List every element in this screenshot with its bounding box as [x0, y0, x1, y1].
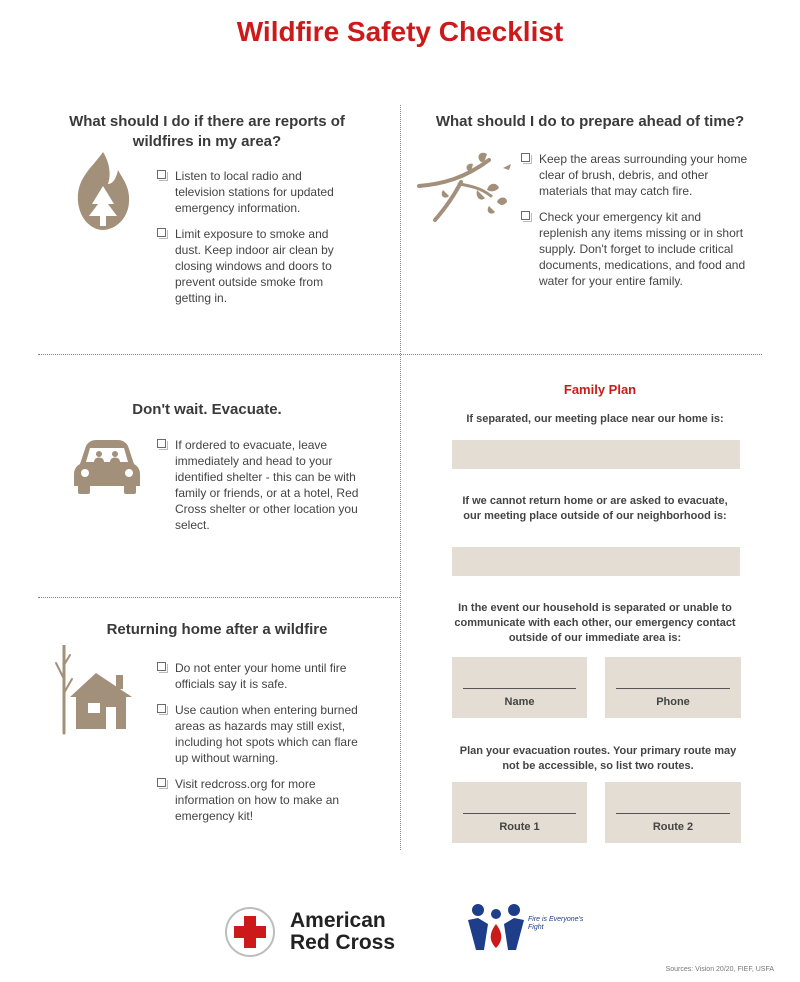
fire-fight-logo-text: Fire is Everyone's Fight: [528, 916, 584, 931]
reports-heading: What should I do if there are reports of wildfires in my area?: [69, 113, 345, 150]
red-cross-logo-line-1: American: [290, 909, 386, 932]
checkbox-icon[interactable]: [157, 228, 166, 237]
checklist-item: [521, 151, 749, 199]
checklist-item: [521, 209, 749, 289]
red-cross-logo-icon: [224, 906, 276, 958]
evacuate-checklist: [157, 437, 362, 543]
checklist-item-text: Check your emergency kit and replenish any items missing or in short supply. Don't forget to include critical documents, medications, and food and water for your entire family.: [539, 210, 746, 288]
red-cross-logo-line-2: Red Cross: [290, 931, 396, 954]
car-icon: [74, 440, 140, 496]
checklist-item: [157, 168, 342, 216]
routes-label: Plan your evacuation routes. Your primary route may not be accessible, so list two routes.: [459, 745, 737, 772]
checklist-item: [157, 437, 362, 533]
meeting-outside-label: If we cannot return home or are asked to evacuate, our meeting place outside of our neighborhood is:: [462, 495, 728, 522]
reports-checklist: [157, 168, 342, 316]
page-title: Wildfire Safety Checklist: [236, 16, 564, 47]
branch-icon: [415, 150, 515, 225]
contact-name-caption: Name: [504, 696, 535, 708]
route-2-caption: Route 2: [652, 821, 694, 833]
meeting-near-label: If separated, our meeting place near our home is:: [466, 413, 724, 425]
checklist-item-text: Limit exposure to smoke and dust. Keep indoor air clean by closing windows and doors to prevent outside smoke from getting in.: [175, 227, 334, 305]
flame-tree-icon: [72, 150, 134, 232]
checkbox-icon[interactable]: [157, 704, 166, 713]
checklist-item-text: Keep the areas surrounding your home clear of brush, debris, and other materials that may catch fire.: [539, 152, 748, 198]
fire-fight-logo-icon: [466, 902, 526, 954]
checkbox-icon[interactable]: [157, 778, 166, 787]
route-1-line: [463, 813, 576, 814]
checklist-item-text: Listen to local radio and television stations for updated emergency information.: [175, 169, 334, 215]
route-1-caption: Route 1: [499, 821, 540, 833]
meeting-outside-field[interactable]: [452, 547, 740, 576]
checkbox-icon[interactable]: [521, 211, 530, 220]
sources-note: Sources: Vision 20/20, FIEF, USFA: [665, 966, 774, 973]
horizontal-divider-left: [38, 597, 400, 598]
checkbox-icon[interactable]: [157, 662, 166, 671]
route-2-line: [616, 813, 730, 814]
contact-phone-caption: Phone: [656, 696, 690, 708]
family-plan-title: Family Plan: [563, 382, 637, 397]
prepare-heading: What should I do to prepare ahead of time?: [435, 113, 745, 130]
house-icon: [44, 645, 140, 735]
contact-name-line: [463, 688, 576, 689]
checklist-item: [157, 226, 342, 306]
checklist-item: [157, 660, 362, 692]
checklist-item-text: Visit redcross.org for more information on how to make an emergency kit!: [175, 777, 340, 823]
checklist-item-text: Use caution when entering burned areas as hazards may still exist, including hot spots which can flare up without warning.: [175, 703, 358, 765]
prepare-checklist: [521, 151, 749, 299]
checklist-item: [157, 702, 362, 766]
checkbox-icon[interactable]: [157, 439, 166, 448]
emergency-contact-label: In the event our household is separated or unable to communicate with each other, our emergency contact outside of our immediate area is:: [454, 602, 736, 644]
checklist-item-text: Do not enter your home until fire officials say it is safe.: [175, 661, 347, 691]
horizontal-divider-top: [38, 354, 762, 355]
returning-heading: Returning home after a wildfire: [106, 621, 328, 638]
checklist-item: [157, 776, 362, 824]
returning-checklist: [157, 660, 362, 834]
checklist-item-text: If ordered to evacuate, leave immediately and head to your identified shelter - this can be with family or friends, or at a hotel, Red Cross shelter or other location you select.: [175, 438, 359, 532]
vertical-divider: [400, 105, 401, 850]
checkbox-icon[interactable]: [521, 153, 530, 162]
evacuate-heading: Don't wait. Evacuate.: [132, 401, 282, 418]
meeting-near-field[interactable]: [452, 440, 740, 469]
checkbox-icon[interactable]: [157, 170, 166, 179]
contact-phone-line: [616, 688, 730, 689]
